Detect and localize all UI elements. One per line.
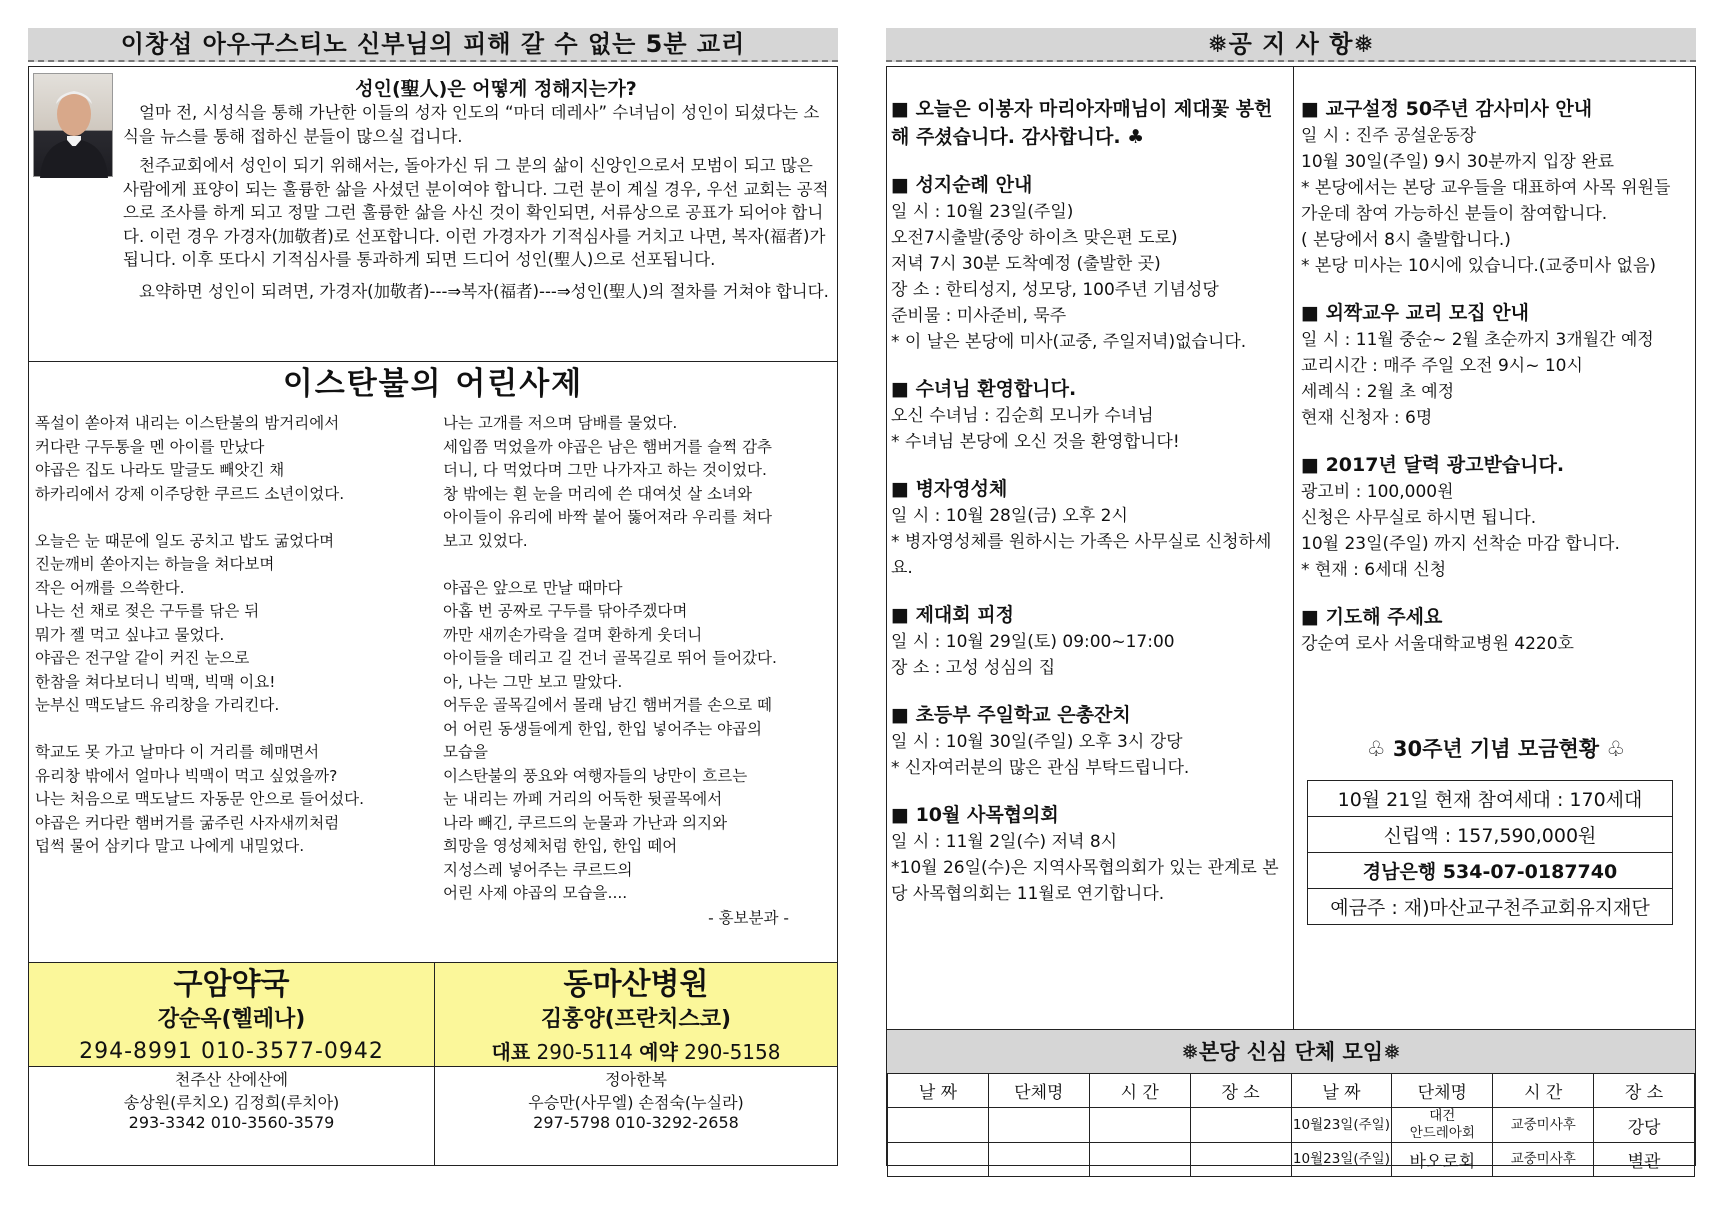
fund-holder: 예금주 : 재)마산교구천주교회유지재단 — [1308, 889, 1673, 925]
notice-line: 일 시 : 진주 공설운동장 — [1301, 126, 1477, 146]
ad-name: 천주산 산에산에 — [174, 1070, 289, 1089]
notice-line: 세례식 : 2월 초 예정 — [1301, 382, 1455, 402]
notice-line: 저녁 7시 30분 도착예정 (출발한 곳) — [891, 254, 1161, 274]
groups-table — [887, 1073, 1695, 1177]
groups-cell: 교중미사후 — [1493, 1143, 1594, 1177]
notice-title: ■ 제대회 피정 — [891, 604, 1014, 626]
notice-line: 신청은 사무실로 하시면 됩니다. — [1301, 508, 1537, 528]
notice-line: 오전7시출발(중앙 하이츠 맞은편 도로) — [891, 228, 1178, 248]
notice-section — [1301, 95, 1691, 279]
poem-line: 한참을 쳐다보더니 빅맥, 빅맥 이요! — [35, 672, 276, 691]
fund-amount: 신립액 : 157,590,000원 — [1308, 817, 1673, 853]
groups-cell — [988, 1108, 1089, 1143]
poem-line: 야곱은 커다란 햄버거를 굶주린 사자새끼처럼 — [35, 813, 340, 832]
poem-line: 까만 새끼손가락을 걸며 환하게 웃더니 — [443, 625, 703, 644]
notice-line: 일 시 : 10월 30일(주일) 오후 3시 강당 — [891, 732, 1183, 752]
groups-cell — [1190, 1143, 1291, 1177]
notice-title: ■ 성지순례 안내 — [891, 174, 1033, 196]
poem-line: 눈부신 맥도날드 유리창을 가리킨다. — [35, 696, 280, 714]
groups-header-cell: 장 소 — [1190, 1074, 1291, 1108]
notice-line: 10월 30일(주일) 9시 30분까지 입장 완료 — [1301, 152, 1615, 172]
notice-section — [1301, 603, 1691, 657]
poem-line: 아이들을 데리고 길 건너 골목길로 뛰어 들어갔다. — [443, 649, 777, 667]
ad-jeonga-hanbok — [435, 1067, 837, 1165]
notice-section — [891, 171, 1287, 355]
notice-line: 일 시 : 11월 2일(수) 저녁 8시 — [891, 832, 1118, 852]
poem-title: 이스탄불의 어린사제 — [282, 366, 584, 402]
poem-line: 아홉 번 공짜로 구두를 닦아주겠다며 — [443, 602, 688, 620]
notice-section — [891, 375, 1287, 455]
notice-line: 장 소 : 한티성지, 성모당, 100주년 기념성당 — [891, 280, 1219, 300]
ads-box — [28, 962, 838, 1166]
poem-line: 창 밖에는 흰 눈을 머리에 쓴 대여섯 살 소녀와 — [443, 484, 752, 503]
poem-box — [28, 361, 838, 963]
notice-line: * 본당에서는 본당 교우들을 대표하여 사목 위원들 가운데 참여 가능하신 분들이 참여합니다. — [1301, 178, 1671, 224]
poem-line: 나는 처음으로 맥도날드 자동문 안으로 들어섰다. — [35, 790, 365, 808]
groups-cell — [988, 1143, 1089, 1177]
notice-column-2 — [1301, 95, 1691, 677]
poem-line: 커다란 구두통을 멘 아이를 만났다 — [35, 437, 265, 456]
notice-box — [886, 66, 1696, 1172]
doctrine-paragraph-3: 요약하면 성인이 되려면, 가경자(加敬者)---⇒복자(福者)---⇒성인(聖人)의 절차를 거쳐야 합니다. — [139, 281, 829, 301]
poem-line: 지성스레 넣어주는 쿠르드의 — [443, 860, 633, 879]
notice-line: * 본당 미사는 10시에 있습니다.(교중미사 없음) — [1301, 256, 1656, 276]
ad-phone: 294-8991 010-3577-0942 — [79, 1039, 384, 1064]
right-header: ❅공 지 사 항❅ — [886, 28, 1696, 62]
groups-header-cell: 날 짜 — [888, 1074, 989, 1108]
ad-phone: 293-3342 010-3560-3579 — [128, 1113, 335, 1132]
poem-line: 야곱은 집도 나라도 말글도 빼앗긴 채 — [35, 461, 285, 479]
poem-line — [35, 718, 435, 742]
notice-section — [891, 801, 1287, 907]
notice-section — [891, 95, 1287, 151]
groups-header-cell: 날 짜 — [1291, 1074, 1392, 1108]
poem-column-1 — [35, 412, 435, 859]
poem-line: 세입쯤 먹었을까 야곱은 남은 햄버거를 슬쩍 감추 — [443, 437, 773, 456]
notice-title: ■ 2017년 달력 광고받습니다. — [1301, 454, 1565, 476]
notice-section — [1301, 451, 1691, 583]
poem-line: 더니, 다 먹었다며 그만 나가자고 하는 것이었다. — [443, 461, 767, 479]
poem-line: 이스탄불의 풍요와 여행자들의 낭만이 흐르는 — [443, 766, 748, 785]
notice-line: 광고비 : 100,000원 — [1301, 482, 1454, 502]
fund-bank: 경남은행 534-07-0187740 — [1308, 853, 1673, 889]
groups-cell — [1190, 1108, 1291, 1143]
poem-line: 나라 빼긴, 쿠르드의 눈물과 가난과 의지와 — [443, 813, 728, 832]
notice-title: ■ 오늘은 이봉자 마리아자매님이 제대꽃 봉헌 해 주셨습니다. 감사합니다. ♣ — [891, 98, 1273, 148]
ad-owner: 우승만(사무엘) 손점숙(누실라) — [528, 1093, 744, 1112]
notice-title: ■ 교구설정 50주년 감사미사 안내 — [1301, 98, 1593, 120]
groups-cell: 10월23일(주일) — [1291, 1143, 1392, 1177]
notice-title: ■ 외짝교우 교리 모집 안내 — [1301, 302, 1529, 324]
notice-line: 오신 수녀님 : 김순희 모니카 수녀님 — [891, 406, 1154, 426]
notice-title: ■ 10월 사목협의회 — [891, 804, 1059, 826]
notice-line: 일 시 : 10월 28일(금) 오후 2시 — [891, 506, 1128, 526]
notice-line: * 현재 : 6세대 신청 — [1301, 560, 1447, 580]
poem-line: 진눈깨비 쏟아지는 하늘을 쳐다보며 — [35, 555, 275, 573]
poem-credit: - 홍보분과 - — [708, 909, 789, 927]
poem-line: 눈 내리는 까페 거리의 어둑한 뒷골목에서 — [443, 790, 723, 808]
notice-title: ■ 초등부 주일학교 은총잔치 — [891, 704, 1131, 726]
poem-line: 희망을 영성체처럼 한입, 한입 떼어 — [443, 837, 678, 855]
groups-cell — [1089, 1108, 1190, 1143]
notice-section — [1301, 299, 1691, 431]
ad-name: 동마산병원 — [563, 967, 709, 1002]
poem-line: 야곱은 앞으로 만날 때마다 — [443, 578, 623, 597]
poem-line: 보고 있었다. — [443, 531, 528, 550]
notice-line: 준비물 : 미사준비, 묵주 — [891, 306, 1067, 326]
poem-line: 모습을 — [443, 743, 488, 761]
poem-line: 하카리에서 강제 이주당한 쿠르드 소년이었다. — [35, 484, 345, 503]
notice-title: ■ 수녀님 환영합니다. — [891, 378, 1077, 400]
groups-cell: 강당 — [1594, 1108, 1695, 1143]
doctrine-paragraph-1: 얼마 전, 시성식을 통해 가난한 이들의 성자 인도의 “마더 데레사” 수녀님이 성인이 되셨다는 소식을 뉴스를 통해 접하신 분들이 많으실 겁니다. — [123, 103, 820, 146]
poem-line: 나는 고개를 저으며 담배를 물었다. — [443, 414, 678, 432]
poem-line: 학교도 못 가고 날마다 이 거리를 헤매면서 — [35, 743, 320, 761]
poem-line: 덥썩 물어 삼키다 말고 나에게 내밀었다. — [35, 837, 305, 855]
fund-table — [1307, 780, 1673, 925]
ad-phone: 대표 290-5114 예약 290-5158 — [491, 1040, 781, 1064]
poem-line: 나는 선 채로 젖은 구두를 닦은 뒤 — [35, 602, 260, 620]
notice-section — [891, 475, 1287, 581]
groups-cell: 별관 — [1594, 1143, 1695, 1177]
poem-line: 아이들이 유리에 바짝 붙어 뚫어져라 우리를 쳐다 — [443, 508, 773, 526]
notice-section — [891, 601, 1287, 681]
poem-line: 아, 나는 그만 보고 말았다. — [443, 672, 623, 691]
notice-line: 일 시 : 10월 29일(토) 09:00~17:00 — [891, 632, 1175, 652]
groups-cell — [888, 1108, 989, 1143]
poem-line — [35, 506, 435, 530]
notice-line: * 신자여러분의 많은 관심 부탁드립니다. — [891, 758, 1190, 778]
groups-header-cell: 단체명 — [1392, 1074, 1493, 1108]
priest-portrait-icon — [34, 74, 114, 178]
notice-line: * 수녀님 본당에 오신 것을 환영합니다! — [891, 432, 1180, 452]
groups-cell — [888, 1143, 989, 1177]
notice-line: 일 시 : 11월 중순~ 2월 초순까지 3개월간 예정 — [1301, 330, 1654, 350]
ad-name: 구암약국 — [173, 967, 290, 1002]
ad-owner: 김홍양(프란치스코) — [540, 1007, 732, 1032]
doctrine-paragraph-2: 천주교회에서 성인이 되기 위해서는, 돌아가신 뒤 그 분의 삶이 신앙인으로서 모범이 되고 많은 사람에게 표양이 되는 훌륭한 삶을 사셨던 분이여야 합니다. 그런 분이 계실 경우, 우선 교회는 공적으로 조사를 하게 되고 정말 그런 훌륭한 삶을 사신 것이 확인되면, 서류상으로 공표가 되어야 합니다. 이런 경우 가경자(加敬者)로 선포합니다. 이런 가경자가 기적심사를 거치고 나면, 복자(福者)가 됩니다. 이후 또다시 기적심사를 통과하게 되면 드디어 성인(聖人)으로 선포됩니다. — [123, 156, 829, 269]
poem-line: 유리창 밖에서 얼마나 빅맥이 먹고 싶었을까? — [35, 766, 338, 785]
notice-line: *10월 26일(수)은 지역사목협의회가 있는 관계로 본당 사목협의회는 11월로 연기합니다. — [891, 858, 1279, 904]
notice-line: 현재 신청자 : 6명 — [1301, 408, 1433, 428]
notice-line: 강순여 로사 서울대학교병원 4220호 — [1301, 634, 1574, 654]
ad-owner: 강순옥(헬레나) — [157, 1007, 306, 1032]
groups-header-cell: 시 간 — [1493, 1074, 1594, 1108]
groups-cell: 10월23일(주일) — [1291, 1108, 1392, 1143]
notice-title: ■ 기도해 주세요 — [1301, 606, 1443, 628]
notice-line: * 이 날은 본당에 미사(교중, 주일저녁)없습니다. — [891, 332, 1247, 352]
poem-line: 오늘은 눈 때문에 일도 공치고 밥도 굶었다며 — [35, 531, 335, 550]
ad-dongmasan-hospital — [435, 963, 837, 1067]
fund-title: ♧ 30주년 기념 모금현황 ♧ — [1366, 737, 1626, 761]
priest-photo — [33, 73, 113, 177]
ad-cheonjusan — [29, 1067, 435, 1165]
notice-line: 교리시간 : 매주 주일 오전 9시~ 10시 — [1301, 356, 1583, 376]
poem-line: 폭설이 쏟아져 내리는 이스탄불의 밤거리에서 — [35, 414, 340, 432]
table-row — [888, 1108, 1695, 1143]
notice-column-1 — [891, 95, 1287, 927]
ad-guam-pharmacy — [29, 963, 435, 1067]
groups-cell: 교중미사후 — [1493, 1108, 1594, 1143]
notice-line: * 병자영성체를 원하시는 가족은 사무실로 신청하세요. — [891, 532, 1272, 578]
poem-line — [443, 553, 835, 577]
notice-line: ( 본당에서 8시 출발합니다.) — [1301, 230, 1511, 250]
doctrine-title: 성인(聖人)은 어떻게 정해지는가? — [355, 78, 637, 100]
poem-line: 어두운 골목길에서 몰래 남긴 햄버거를 손으로 떼 — [443, 696, 773, 714]
ad-name: 정아한복 — [605, 1070, 667, 1089]
ad-owner: 송상원(루치오) 김정희(루치아) — [123, 1093, 340, 1112]
notice-line: 장 소 : 고성 성심의 집 — [891, 658, 1056, 678]
left-header: 이창섭 아우구스티노 신부님의 피해 갈 수 없는 5분 교리 — [28, 28, 838, 62]
poem-line: 야곱은 전구알 같이 커진 눈으로 — [35, 649, 250, 667]
notice-line: 일 시 : 10월 23일(주일) — [891, 202, 1074, 222]
doctrine-box — [28, 66, 838, 362]
poem-line: 작은 어깨를 으쓱한다. — [35, 578, 185, 597]
groups-cell — [1089, 1143, 1190, 1177]
notice-section — [891, 701, 1287, 781]
poem-line: 어린 사제 야곱의 모습을.... — [443, 884, 628, 902]
groups-title: ❅본당 신심 단체 모임❅ — [887, 1029, 1695, 1073]
groups-header-cell: 장 소 — [1594, 1074, 1695, 1108]
groups-header-cell: 단체명 — [988, 1074, 1089, 1108]
notice-line: 10월 23일(주일) 까지 선착순 마감 합니다. — [1301, 534, 1620, 554]
poem-line: 어 어린 동생들에게 한입, 한입 넣어주는 야곱의 — [443, 719, 762, 738]
poem-line: 뭐가 젤 먹고 싶냐고 물었다. — [35, 625, 225, 644]
notice-title: ■ 병자영성체 — [891, 478, 1008, 500]
fund-households: 10월 21일 현재 참여세대 : 170세대 — [1308, 781, 1673, 817]
table-row — [888, 1143, 1695, 1177]
ad-phone: 297-5798 010-3292-2658 — [533, 1113, 739, 1132]
groups-cell: 대건 안드레아회 — [1392, 1108, 1493, 1143]
poem-column-2 — [443, 412, 835, 906]
groups-cell: 바오로회 — [1392, 1143, 1493, 1177]
groups-header-cell: 시 간 — [1089, 1074, 1190, 1108]
